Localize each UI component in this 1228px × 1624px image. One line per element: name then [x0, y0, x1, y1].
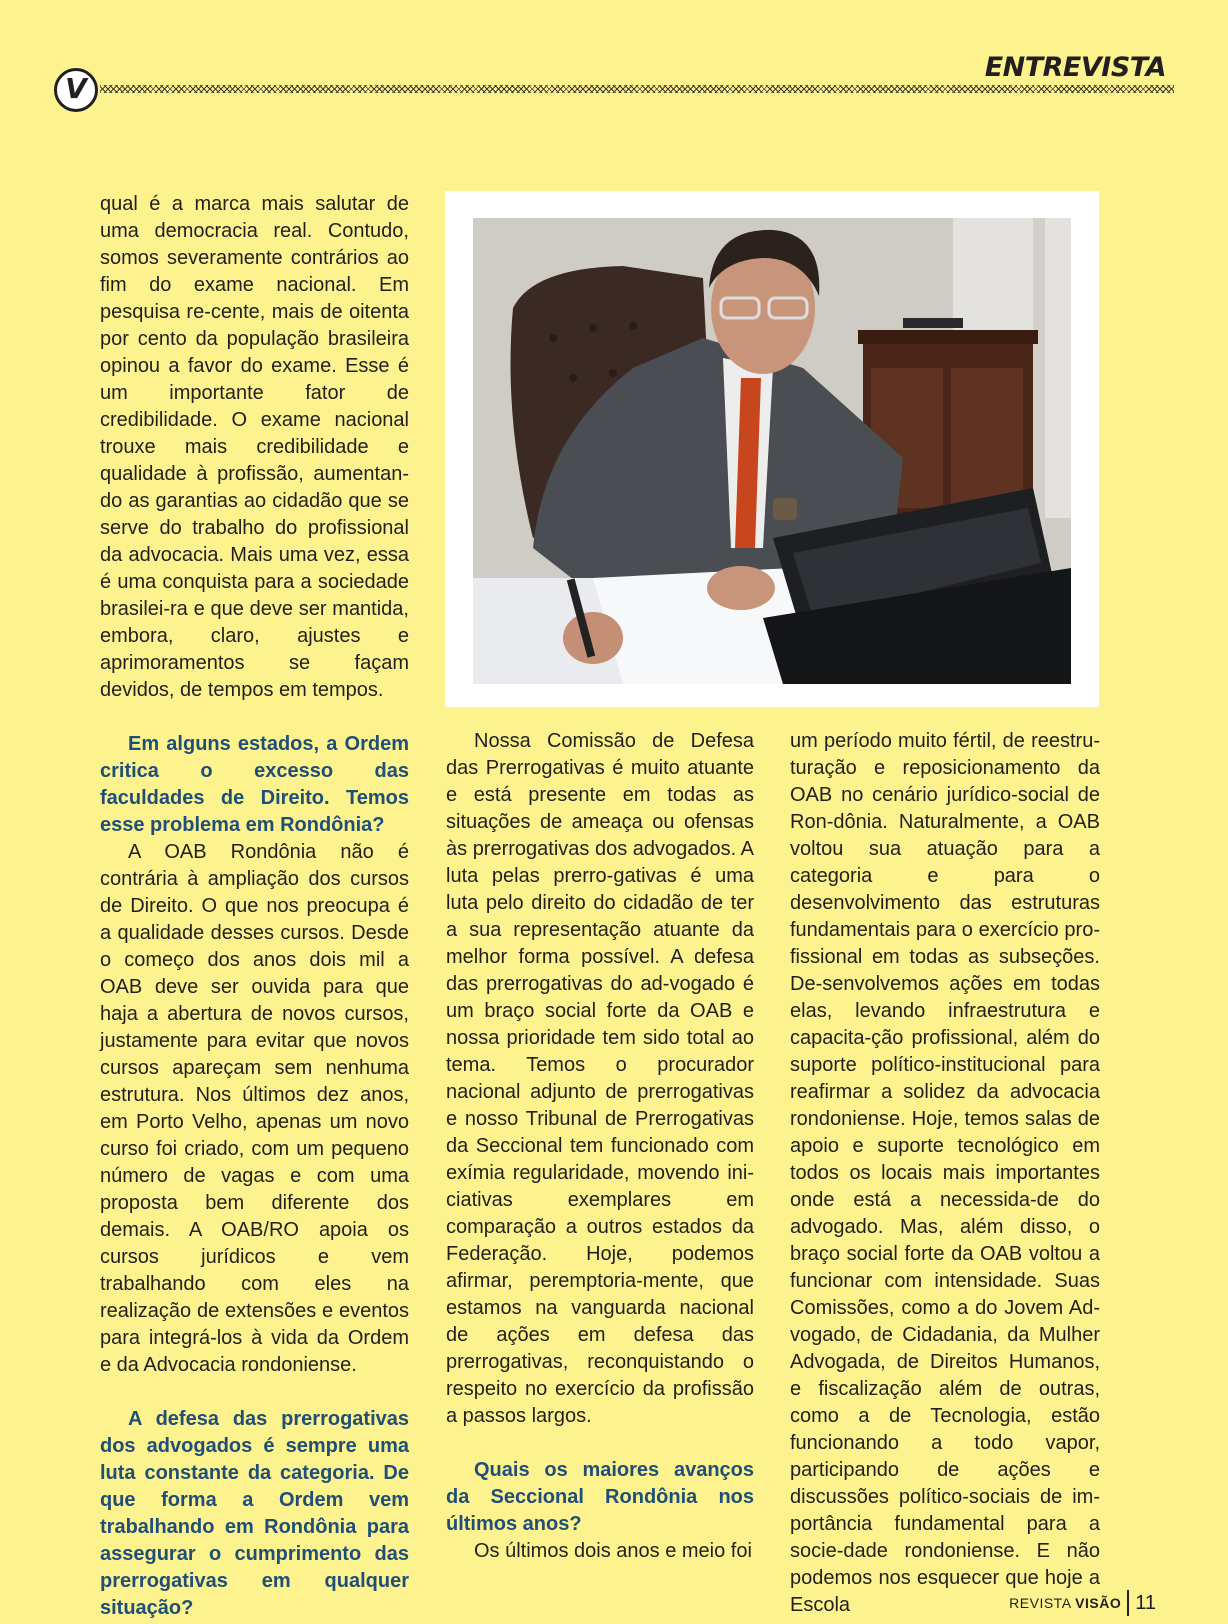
paragraph: um período muito fértil, de reestru-turação e reposicionamento da OAB no cenário jurídico-social de Ron-dônia. Naturalmente, a OAB voltou sua atuação para a categoria e para o desenvolvimento das estruturas fundamentais para o exercício pro-fissional em todas as subseções. De-senvolvemos ações em todas elas, levando infraestrutura e capacita-ção profissional, além do suporte político-institucional para reafirmar a solidez da advocacia rondoniense. Hoje, temos salas de apoio e suporte tecnológico em todos os locais mais importantes onde está a necessida-de do advogado. Mas, além disso, o braço social forte da OAB voltou a funcionar com intensidade. Suas Comissões, como a do Jovem Ad-vogado, de Cidadania, da Mulher Advogada, de Direitos Humanos, e fiscalização além de outras, como a de Tecnologia, estão funcionando a todo vapor, participando de ações e discussões político-sociais de im-portância fundamental para a socie-dade rondoniense. E não podemos nos esquecer que hoje a Escola — [790, 730, 1100, 1616]
magazine-name: REVISTA VISÃO — [1009, 1595, 1122, 1611]
section-title: ENTREVISTA — [984, 52, 1166, 83]
page-number: 11 — [1135, 1591, 1156, 1614]
paragraph: Nossa Comissão de Defesa das Prerrogativas é muito atuante e está presente em todas as situações de ameaça ou ofensas às prerrogativas dos advogados. A luta pelas prerro-gativas é uma luta pelo direito do cidadão de ter a sua representação atuante da melhor forma possível. A defesa das prerrogativas do ad-vogado é um braço social forte da OAB e nossa prioridade tem sido total ao tema. Temos o procurador nacional adjunto de prerrogativas e nosso Tribunal de Prerrogativas da Seccional tem funcionado com exímia regularidade, movendo ini-ciativas exemplares em comparação a outros estados da Federação. Hoje, podemos afirmar, peremptoria-mente, que estamos na vanguarda nacional de ações em defesa das prerrogativas, reconquistando o respeito no exercício da profissão a passos largos. — [446, 730, 754, 1427]
interviewee-photo — [473, 218, 1071, 684]
article-column-2 — [446, 728, 754, 1565]
header-ornament-line — [100, 85, 1174, 93]
footer-divider — [1127, 1590, 1129, 1616]
interviewee-photo-illustration — [473, 218, 1071, 684]
article-column-1 — [100, 191, 409, 1622]
magazine-logo — [54, 68, 98, 112]
interview-question: Em alguns estados, a Ordem critica o excesso das faculdades de Direito. Temos esse problema em Rondônia? — [100, 733, 409, 836]
paragraph: qual é a marca mais salutar de uma democracia real. Contudo, somos severamente contrários ao fim do exame nacional. Em pesquisa re-cente, mais de oitenta por cento da população brasileira opinou a favor do exame. Esse é um importante fator de credibilidade. O exame nacional trouxe mais credibilidade e qualidade à profissão, aumentan-do as garantias ao cidadão que se serve do trabalho do profissional da advocacia. Mais uma vez, essa é uma conquista para a sociedade brasilei-ra e que deve ser mantida, embora, claro, ajustes e aprimoramentos se façam devidos, de tempos em tempos. — [100, 193, 409, 701]
interview-question: Quais os maiores avanços da Seccional Rondônia nos últimos anos? — [446, 1459, 754, 1535]
article-photo-frame — [445, 191, 1099, 707]
interview-question: A defesa das prerrogativas dos advogados é sempre uma luta constante da categoria. De que forma a Ordem vem trabalhando em Rondônia para assegurar o cumprimento das prerrogativas em qualquer situação? — [100, 1408, 409, 1619]
logo-letter: V — [65, 72, 87, 105]
page-footer — [1009, 1590, 1156, 1616]
paragraph: A OAB Rondônia não é contrária à ampliação dos cursos de Direito. O que nos preocupa é a qualidade desses cursos. Desde o começo dos anos dois mil a OAB deve ser ouvida para que haja a abertura de novos cursos, justamente para evitar que novos cursos apareçam sem nenhuma estrutura. Nos últimos dez anos, em Porto Velho, apenas um novo curso foi criado, com um pequeno número de vagas e com uma proposta bem diferente dos demais. A OAB/RO apoia os cursos jurídicos e vem trabalhando com eles na realização de extensões e eventos para integrá-los à vida da Ordem e da Advocacia rondoniense. — [100, 841, 409, 1376]
paragraph: Os últimos dois anos e meio foi — [474, 1540, 752, 1562]
article-column-3 — [790, 728, 1100, 1619]
